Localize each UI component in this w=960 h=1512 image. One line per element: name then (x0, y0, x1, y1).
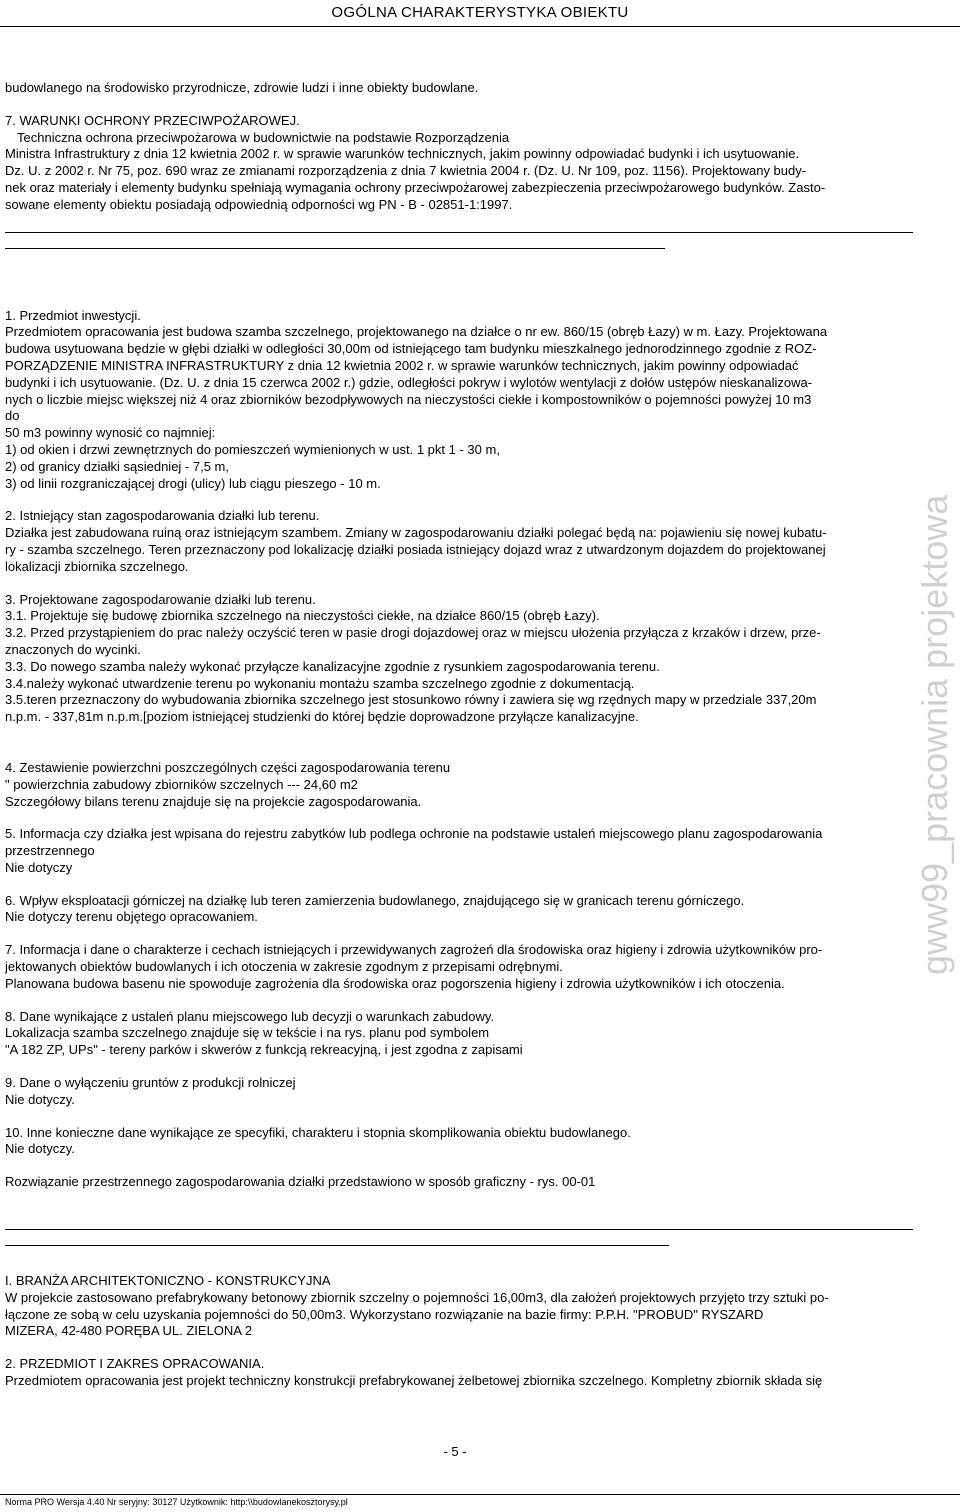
text-line: łączone ze sobą w celu uzyskania pojemności do 50,00m3. Wykorzystano rozwiązanie na bazie firmy: P.P.H. "PROBUD" RYSZARD (5, 1306, 764, 1322)
section-5 (5, 826, 917, 876)
text-line: Dz. U. z 2002 r. Nr 75, poz. 690 wraz ze zmianami rozporządzenia z dnia 7 kwietnia 2004 r. (Dz. U. Nr 109, poz. 1156). Projektowany budy- (5, 163, 807, 179)
watermark (910, 494, 960, 1445)
text-line: 50 m3 powinny wynosić co najmniej: (5, 425, 216, 441)
document-body (5, 80, 917, 1390)
section-architecture (5, 1273, 917, 1340)
page-number: - 5 - (443, 1444, 467, 1459)
intro-line: budowlanego na środowisko przyrodnicze, zdrowie ludzi i inne obiekty budowlane. (5, 80, 479, 95)
page-footer: Norma PRO Wersja 4.40 Nr seryjny: 30127 Użytkownik: http:\\budowlanekosztorysy.pl (5, 1497, 348, 1507)
section-7 (5, 942, 917, 992)
text-line: Szczegółowy bilans terenu znajduje się na projekcie zagospodarowania. (5, 793, 422, 809)
text-line: 10. Inne konieczne dane wynikające ze specyfiki, charakteru i stopnia skomplikowania obiektu budowlanego. (5, 1124, 631, 1140)
text-line: Nie dotyczy terenu objętego opracowaniem. (5, 909, 258, 925)
section-heading: 2. Istniejący stan zagospodarowania działki lub terenu. (5, 508, 320, 524)
text-line: PORZĄDZENIE MINISTRA INFRASTRUKTURY z dnia 12 kwietnia 2002 r. w sprawie warunków technicznych, jakim powinny odpowiadać (5, 357, 799, 373)
text-line: n.p.m. - 337,81m n.p.m.[poziom istniejącej studzienki do której będzie doprowadzone przyłącze kanalizacyjne. (5, 709, 639, 725)
section-1 (5, 308, 917, 493)
text-line: Nie dotyczy. (5, 1091, 75, 1107)
header-rule (0, 26, 960, 27)
section-heading: 7. WARUNKI OCHRONY PRZECIWPOŻAROWEJ. (5, 112, 300, 128)
text-line: przestrzennego (5, 843, 95, 859)
intro-text (5, 80, 917, 97)
page-header: OGÓLNA CHARAKTERYSTYKA OBIEKTU (331, 4, 629, 21)
text-line: Działka jest zabudowana ruiną oraz istniejącym szambem. Zmiany w zagospodarowaniu działki polegać będą na: pojawieniu się nowej kubatu- (5, 525, 827, 541)
list-item: 2) od granicy działki sąsiedniej - 7,5 m, (5, 458, 229, 474)
text-line: 3.4.należy wykonać utwardzenie terenu po wykonaniu montażu szamba szczelnego zgodnie z dokumentacją. (5, 675, 635, 691)
text-line: Ministra Infrastruktury z dnia 12 kwietnia 2002 r. w sprawie warunków technicznych, jakim powinny odpowiadać budynki i ich usytuowanie. (5, 146, 800, 162)
section-4 (5, 760, 917, 810)
section-heading: I. BRANŻA ARCHITEKTONICZNO - KONSTRUKCYJNA (5, 1273, 331, 1289)
section-8 (5, 1009, 917, 1059)
separator-lines (5, 214, 917, 274)
list-item: 3) od linii rozgraniczającej drogi (ulicy) lub ciągu pieszego - 10 m. (5, 475, 381, 491)
text-line: Lokalizacja szamba szczelnego znajduje się w tekście i na rys. planu pod symbolem (5, 1025, 490, 1041)
text-line: Przedmiotem opracowania jest budowa szamba szczelnego, projektowanego na działce o nr ew. 860/15 (obręb Łazy) w m. Łazy. Projektowana (5, 324, 828, 340)
separator-long (5, 232, 913, 233)
text-line: do (5, 408, 20, 424)
text-line: budowa usytuowana będzie w głębi działki w odległości 30,00m od istniejącego tam budynku mieszkalnego jednorodzinnego zgodnie z ROZ- (5, 341, 817, 357)
closing-note (5, 1174, 917, 1191)
section-2 (5, 508, 917, 575)
section-heading: 3. Projektowane zagospodarowanie działki lub terenu. (5, 591, 316, 607)
section-heading: 1. Przedmiot inwestycji. (5, 307, 141, 323)
section-3 (5, 592, 917, 726)
section-9 (5, 1075, 917, 1109)
text-line: Nie dotyczy (5, 859, 73, 875)
watermark-text: gww99_pracownia projektowa (914, 494, 955, 975)
text-line: ry - szamba szczelnego. Teren przeznaczony pod lokalizację działki posiada istniejący dojazd wraz z utwardzonym dojazdem do projektowanej (5, 541, 826, 557)
text-line: jektowanych obiektów budowlanych i ich otoczenia w zakresie zgodnym z przepisami odrębnymi. (5, 959, 563, 975)
text-line: W projekcie zastosowano prefabrykowany betonowy zbiornik szczelny o pojemności 16,00m3, dla założeń projektowych przyjęto trzy sztuki po- (5, 1289, 829, 1305)
text-line: 8. Dane wynikające z ustaleń planu miejscowego lub decyzji o warunkach zabudowy. (5, 1008, 494, 1024)
text-line: 7. Informacja i dane o charakterze i cechach istniejących i przewidywanych zagrożeń dla środowiska oraz higieny i zdrowia użytkowników pro- (5, 942, 823, 958)
text-line: nych o liczbie miejsc większej niż 4 oraz zbiorników bezodpływowych na nieczystości ciekłe i kompostowników o pojemności powyżej 10 m3 (5, 391, 812, 407)
section-6 (5, 893, 917, 927)
section-10 (5, 1125, 917, 1159)
section-heading: 4. Zestawienie powierzchni poszczególnych części zagospodarowania terenu (5, 759, 451, 775)
list-item: 1) od okien i drzwi zewnętrznych do pomieszczeń wymienionych w ust. 1 pkt 1 - 30 m, (5, 441, 500, 457)
text-line: 5. Informacja czy działka jest wpisana do rejestru zabytków lub podlega ochronie na podstawie ustaleń miejscowego planu zagospodarowania (5, 826, 823, 842)
text-line: 6. Wpływ eksploatacji górniczej na działkę lub teren zamierzenia budowlanego, znajdującego się w granicach terenu górniczego. (5, 892, 745, 908)
footer-rule (0, 1494, 960, 1495)
text-line: 3.1. Projektuje się budowę zbiornika szczelnego na nieczystości ciekłe, na działce 860/15 (obręb Łazy). (5, 608, 600, 624)
text-line: Techniczna ochrona przeciwpożarowa w budownictwie na podstawie Rozporządzenia (17, 129, 510, 145)
text-line: "A 182 ZP, UPs" - tereny parków i skwerów z funkcją rekreacyjną, i jest zgodna z zapisami (5, 1042, 523, 1058)
text-line: 3.5.teren przeznaczony do wybudowania zbiornika szczelnego jest stosunkowo równy i zawiera się wg rzędnych mapy w przedziale 337,20m (5, 692, 817, 708)
section-scope (5, 1356, 917, 1390)
text-line: znaczonych do wycinki. (5, 641, 141, 657)
text-line: " powierzchnia zabudowy zbiorników szczelnych --- 24,60 m2 (5, 776, 358, 792)
section-heading: 2. PRZEDMIOT I ZAKRES OPRACOWANIA. (5, 1356, 265, 1372)
text-line: 3.2. Przed przystąpieniem do prac należy oczyścić teren w pasie drogi dojazdowej oraz w miejscu ułożenia przyłącza z krzaków i drzew, prze- (5, 625, 821, 641)
section-fire-protection (5, 113, 917, 214)
text-line: 9. Dane o wyłączeniu gruntów z produkcji rolniczej (5, 1075, 296, 1091)
text-line: nek oraz materiały i elementy budynku spełniają wymagania ochrony przeciwpożarowej zabezpieczenia przeciwpożarowego budynków. Zasto- (5, 179, 826, 195)
separator-long (5, 1229, 913, 1230)
text-line: Nie dotyczy. (5, 1141, 75, 1157)
separator-lines (5, 1191, 917, 1251)
text-line: MIZERA, 42-480 PORĘBA UL. ZIELONA 2 (5, 1323, 253, 1339)
text-line: sowane elementy obiektu posiadają odpowiednią odporności wg PN - B - 02851-1:1997. (5, 196, 513, 212)
text-line: 3.3. Do nowego szamba należy wykonać przyłącze kanalizacyjne zgodnie z rysunkiem zagospodarowania terenu. (5, 658, 660, 674)
separator-short (5, 248, 665, 249)
text-line: Rozwiązanie przestrzennego zagospodarowania działki przedstawiono w sposób graficzny - rys. 00-01 (5, 1174, 596, 1190)
text-line: Planowana budowa basenu nie spowoduje zagrożenia dla środowiska oraz pogorszenia higieny i zdrowia użytkowników i ich otoczenia. (5, 975, 785, 991)
text-line: lokalizacji zbiornika szczelnego. (5, 558, 189, 574)
separator-short (5, 1245, 669, 1246)
text-line: Przedmiotem opracowania jest projekt techniczny konstrukcji prefabrykowanej żelbetowej zbiornika szczelnego. Kompletny zbiornik składa się (5, 1373, 823, 1389)
text-line: budynki i ich usytuowanie. (Dz. U. z dnia 15 czerwca 2002 r.) gdzie, odległości pokryw i wylotów wentylacji z dołów ustępów nieskanalizowa- (5, 374, 813, 390)
